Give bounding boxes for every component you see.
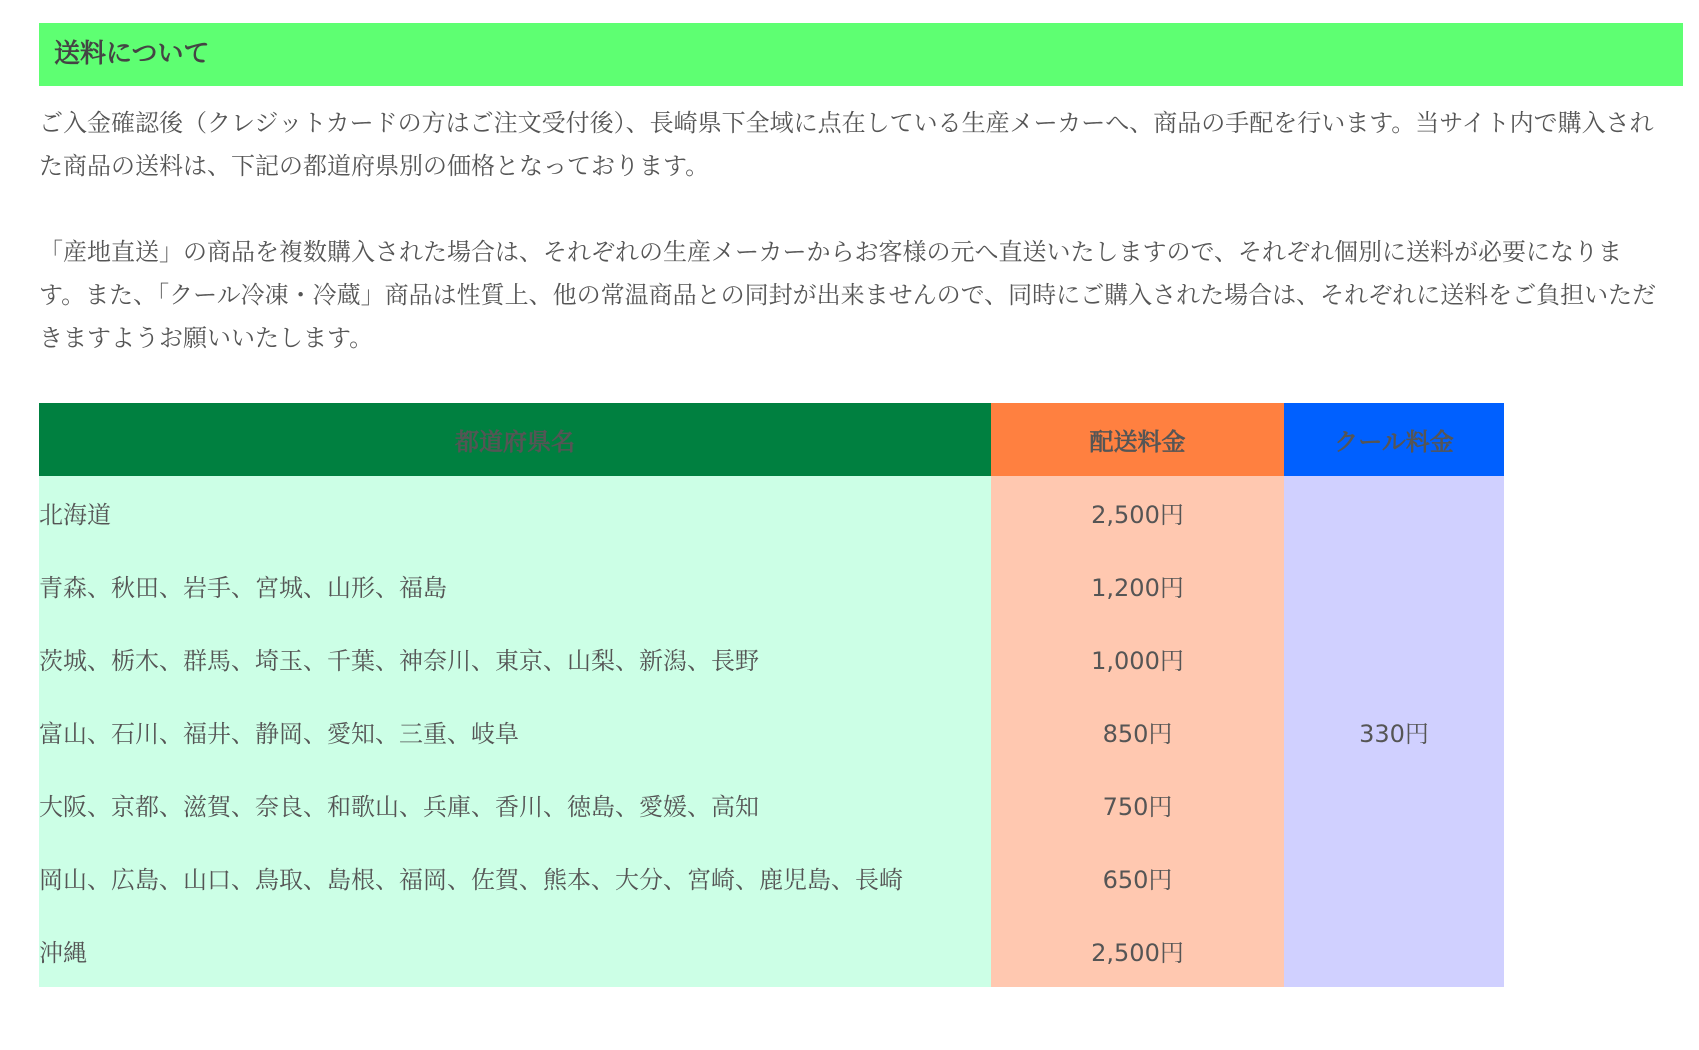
prefecture-cell: 沖縄 bbox=[39, 914, 991, 987]
shipping-fee-cell: 750円 bbox=[991, 768, 1284, 841]
shipping-info-section bbox=[39, 23, 1683, 360]
prefecture-cell: 北海道 bbox=[39, 476, 991, 549]
shipping-fee-table bbox=[39, 403, 1504, 987]
shipping-fee-cell: 2,500円 bbox=[991, 476, 1284, 549]
prefecture-column-header: 都道府県名 bbox=[39, 403, 991, 476]
intro-paragraph: ご入金確認後（クレジットカードの方はご注文受付後）、長崎県下全域に点在している生産メーカーへ、商品の手配を行います。当サイト内で購入された商品の送料は、下記の都道府県別の価格となっております。 bbox=[39, 109, 1654, 180]
notice-paragraph: 「産地直送」の商品を複数購入された場合は、それぞれの生産メーカーからお客様の元へ直送いたしますので、それぞれ個別に送料が必要になります。また、「クール冷凍・冷蔵」商品は性質上、他の常温商品との同封が出来ませんので、同時にご購入された場合は、それぞれに送料をご負担いただきますようお願いいたします。 bbox=[39, 238, 1657, 352]
prefecture-cell: 富山、石川、福井、静岡、愛知、三重、岐阜 bbox=[39, 695, 991, 768]
cool-fee-column-header: クール料金 bbox=[1284, 403, 1504, 476]
table-row bbox=[39, 476, 1504, 549]
cool-fee-cell: 330円 bbox=[1284, 476, 1504, 987]
prefecture-cell: 岡山、広島、山口、鳥取、島根、福岡、佐賀、熊本、大分、宮崎、鹿児島、長崎 bbox=[39, 841, 991, 914]
prefecture-cell: 青森、秋田、岩手、宮城、山形、福島 bbox=[39, 549, 991, 622]
table-header-row bbox=[39, 403, 1504, 476]
shipping-fee-cell: 850円 bbox=[991, 695, 1284, 768]
shipping-fee-cell: 1,200円 bbox=[991, 549, 1284, 622]
section-heading: 送料について bbox=[39, 23, 1683, 86]
shipping-fee-column-header: 配送料金 bbox=[991, 403, 1284, 476]
prefecture-cell: 茨城、栃木、群馬、埼玉、千葉、神奈川、東京、山梨、新潟、長野 bbox=[39, 622, 991, 695]
shipping-fee-cell: 650円 bbox=[991, 841, 1284, 914]
prefecture-cell: 大阪、京都、滋賀、奈良、和歌山、兵庫、香川、徳島、愛媛、高知 bbox=[39, 768, 991, 841]
shipping-fee-cell: 1,000円 bbox=[991, 622, 1284, 695]
shipping-fee-cell: 2,500円 bbox=[991, 914, 1284, 987]
